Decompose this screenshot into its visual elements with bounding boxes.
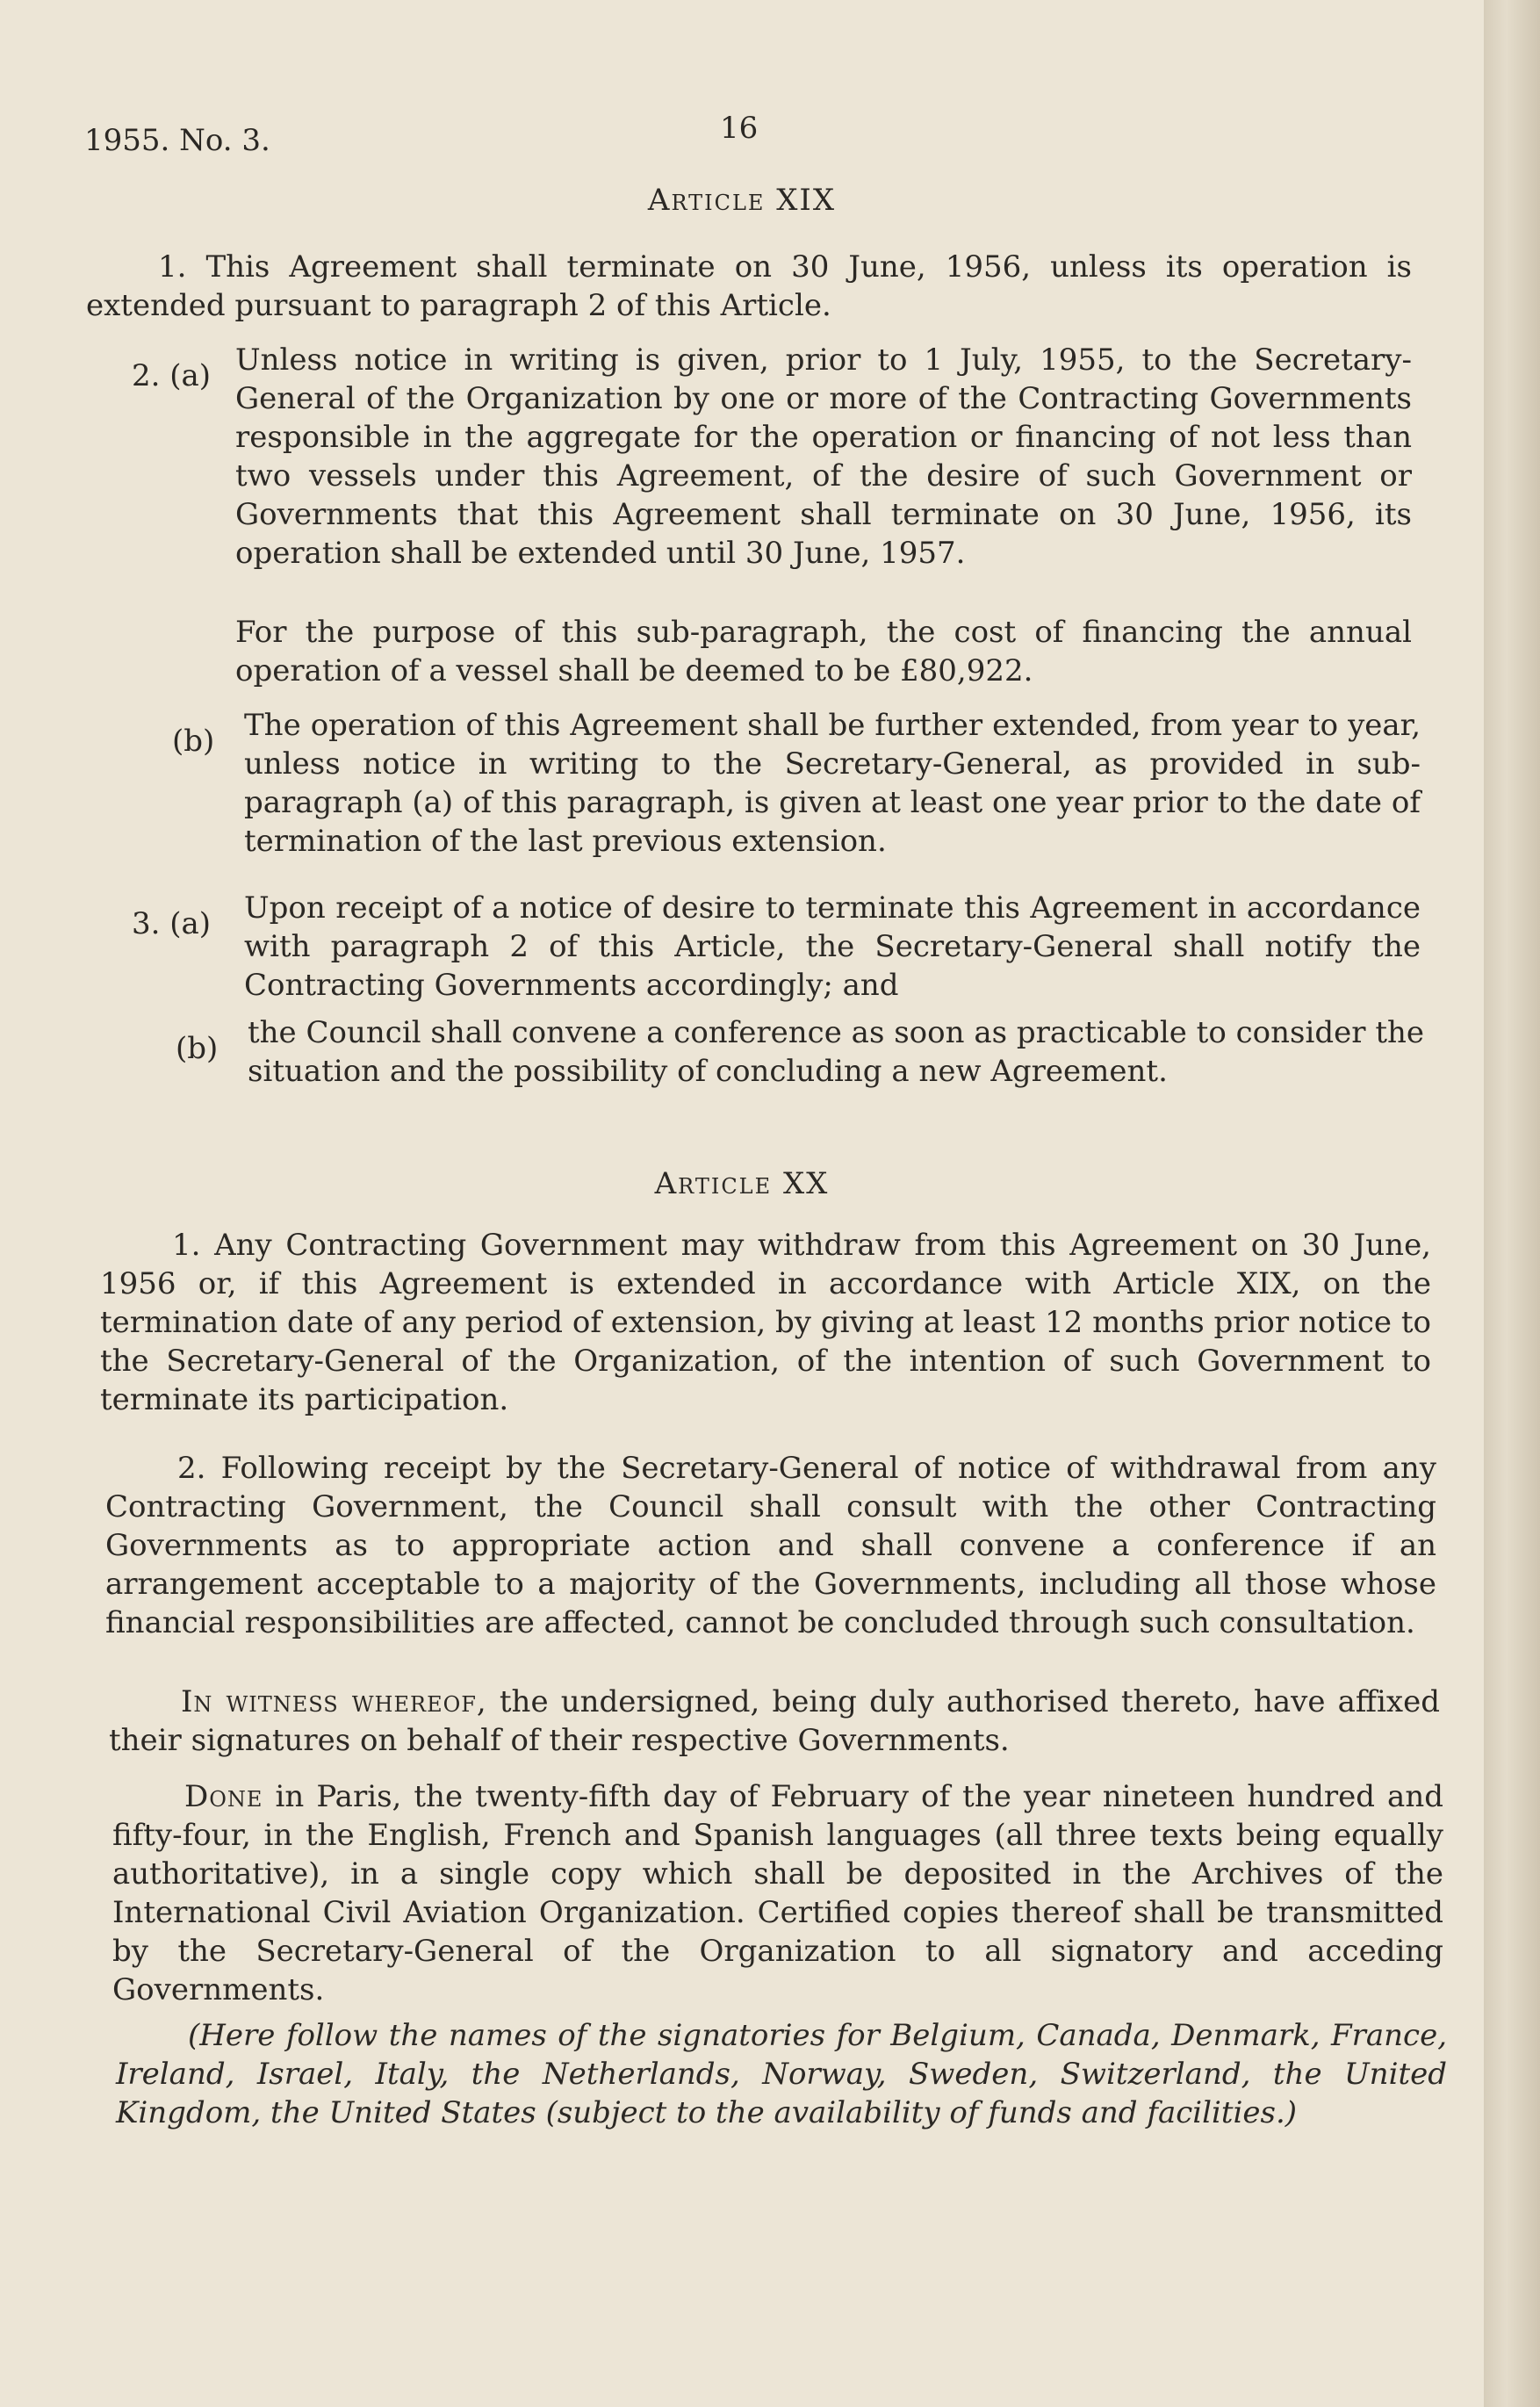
article-20-paragraph-2: 2. Following receipt by the Secretary-General of notice of withdrawal from any Contracting Government, the Council shall consult with the other Contracting Governments as to appropriate action and shall convene a conference if an arrangement acceptable to a majority of the Governments, including all those whose financial responsibilities are affected, cannot be concluded through such consultation. xyxy=(105,1451,1436,1640)
publication-reference: 1955. No. 3. xyxy=(84,123,270,158)
article-19-heading: Article XIX xyxy=(647,183,837,218)
witness-clause xyxy=(109,1683,1440,1760)
article-19-paragraph-3b-number: (b) xyxy=(176,1031,219,1066)
article-19-paragraph-3a: Upon receipt of a notice of desire to terminate this Agreement in accordance with paragraph 2 of this Article, the Secretary-General shall notify the Contracting Governments accordingly; and xyxy=(244,890,1421,1003)
article-19-paragraph-2a-number: 2. (a) xyxy=(132,358,212,393)
article-19-paragraph-1: 1. This Agreement shall terminate on 30 June, 1956, unless its operation is extended pursuant to paragraph 2 of this Article. xyxy=(86,249,1412,323)
signatories-note: (Here follow the names of the signatories for Belgium, Canada, Denmark, France, Ireland, Israel, Italy, the Netherlands, Norway, Sweden, Switzerland, the United Kingdom, the United States (subject to the availability of funds and facilities.) xyxy=(116,2018,1447,2130)
article-19-paragraph-2a-continuation: For the purpose of this sub-paragraph, the cost of financing the annual operation of a vessel shall be deemed to be £80,922. xyxy=(235,615,1412,688)
page-number: 16 xyxy=(720,111,759,146)
witness-text: the undersigned, being duly authorised thereto, have affixed their signatures on behalf of their respective Governments. xyxy=(109,1684,1440,1758)
article-19-paragraph-3b: the Council shall convene a conference as soon as practicable to consider the situation and the possibility of concluding a new Agreement. xyxy=(248,1015,1424,1089)
article-19-paragraph-2b-number: (b) xyxy=(172,724,215,759)
article-19-paragraph-3a-number: 3. (a) xyxy=(132,906,212,941)
done-text: in Paris, the twenty-fifth day of February of the year nineteen hundred and fifty-four, in the English, French and Spanish languages (all three texts being equally authoritative), in a single copy which shall be deposited in the Archives of the International Civil Aviation Organization. Certified copies thereof shall be transmitted by the Secretary-General of the Organization to all signatory and acceding Governments. xyxy=(112,1779,1443,2007)
done-lead: Done xyxy=(184,1779,263,1814)
done-clause xyxy=(112,1777,1443,2009)
page-edge xyxy=(1484,0,1540,2407)
article-20-heading: Article XX xyxy=(654,1166,830,1201)
article-20-paragraph-1: 1. Any Contracting Government may withdraw from this Agreement on 30 June, 1956 or, if this Agreement is extended in accordance with Article XIX, on the termination date of any period of extension, by giving at least 12 months prior notice to the Secretary-General of the Organization, of the intention of such Government to terminate its participation. xyxy=(100,1228,1431,1417)
witness-lead: In witness whereof, xyxy=(181,1684,487,1719)
article-19-paragraph-2a: Unless notice in writing is given, prior to 1 July, 1955, to the Secretary-General of the Organization by one or more of the Contracting Governments responsible in the aggregate for the operation or financing of not less than two vessels under this Agreement, of the desire of such Government or Governments that this Agreement shall terminate on 30 June, 1956, its operation shall be extended until 30 June, 1957. xyxy=(235,342,1412,571)
article-19-paragraph-2b: The operation of this Agreement shall be further extended, from year to year, unless notice in writing to the Secretary-General, as provided in sub-paragraph (a) of this paragraph, is given at least one year prior to the date of termination of the last previous extension. xyxy=(244,708,1421,859)
